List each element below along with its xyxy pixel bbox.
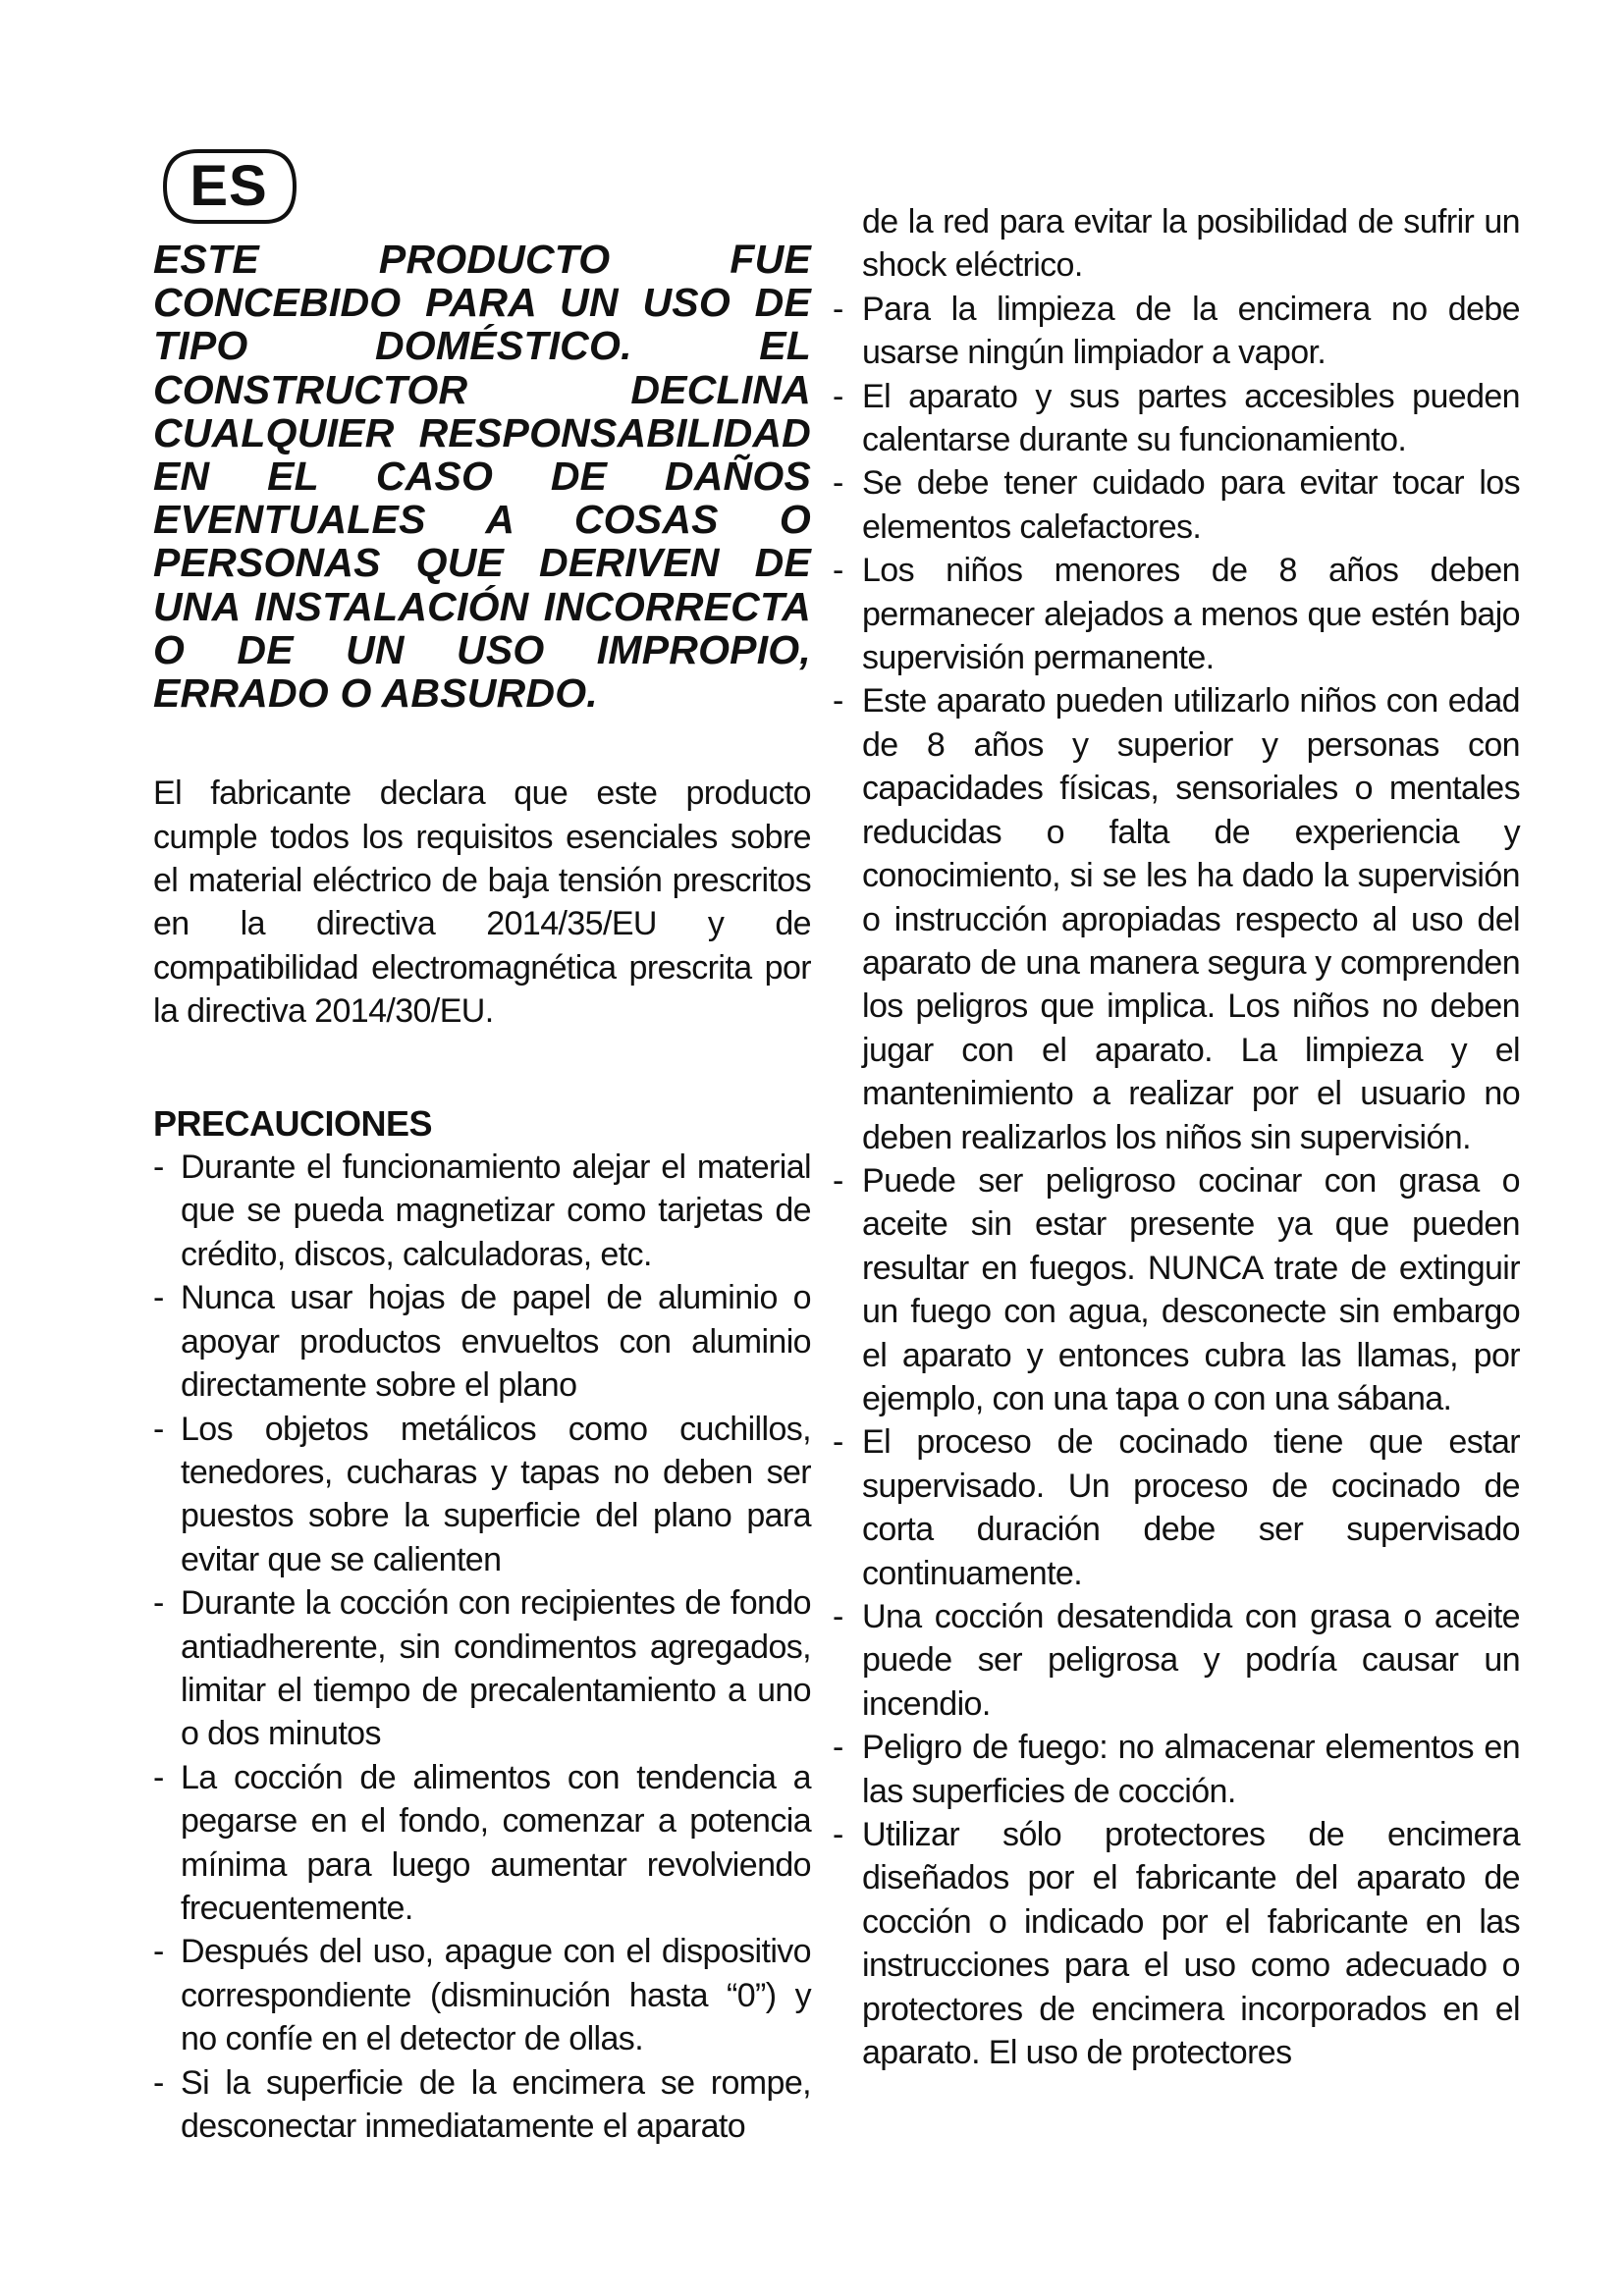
- precautions-heading: PRECAUCIONES: [153, 1102, 433, 1144]
- precaution-text: Para la limpieza de la encimera no debe usarse ningún limpiador a vapor.: [862, 290, 1520, 372]
- list-dash: -: [833, 1423, 843, 1462]
- precaution-item: [153, 1408, 811, 1582]
- precaution-continuation: de la red para evitar la posibilidad de sufrir un shock eléctrico.: [862, 203, 1520, 285]
- compliance-declaration: El fabricante declara que este producto cumple todos los requisitos esenciales sobre el material eléctrico de baja tensión prescritos en la directiva 2014/35/EU y de compatibilidad electromagnética prescrita por la directiva 2014/30/EU.: [153, 774, 811, 1031]
- precautions-list-right: [833, 288, 1520, 2075]
- precautions-list-left: [153, 1146, 811, 2148]
- precaution-item: [833, 375, 1520, 462]
- precaution-item: [833, 1159, 1520, 1420]
- right-column: [833, 200, 1520, 2074]
- precaution-item: [153, 1581, 811, 1756]
- precaution-item: [153, 2061, 811, 2149]
- precaution-item: [833, 1813, 1520, 2074]
- list-dash: -: [833, 1816, 843, 1854]
- list-dash: -: [153, 1758, 164, 1796]
- precaution-text: Utilizar sólo protectores de encimera diseñados por el fabricante del aparato de cocción o indicado por el fabricante en las instrucciones para el uso como adecuado o protectores de encimera incorporados en el aparato. El uso de protectores: [862, 1816, 1520, 2072]
- precaution-text: Si la superficie de la encimera se rompe, desconectar inmediatamente el aparato: [181, 2063, 811, 2146]
- precaution-item: [833, 1595, 1520, 1726]
- list-dash: -: [833, 1161, 843, 1200]
- precaution-text: Puede ser peligroso cocinar con grasa o aceite sin estar presente ya que pueden resultar en fuegos. NUNCA trate de extinguir un fuego con agua, desconecte sin embargo el aparato y entonces cubra las llamas, por ejemplo, con una tapa o con una sábana.: [862, 1161, 1520, 1417]
- precaution-item: [153, 1146, 811, 1276]
- list-dash: -: [153, 2063, 164, 2102]
- list-dash: -: [833, 1729, 843, 1767]
- language-code: ES: [189, 154, 268, 218]
- list-dash: -: [833, 552, 843, 590]
- list-dash: -: [833, 1598, 843, 1635]
- precaution-text: Durante la cocción con recipientes de fondo antiadherente, sin condimentos agregados, limitar el tiempo de precalentamiento a uno o dos minutos: [181, 1584, 811, 1753]
- precaution-item: [833, 679, 1520, 1158]
- precaution-item: [833, 461, 1520, 549]
- precaution-text: Durante el funcionamiento alejar el material que se pueda magnetizar como tarjetas de crédito, discos, calculadoras, etc.: [181, 1148, 811, 1273]
- list-dash: -: [833, 682, 843, 721]
- precaution-item: [153, 1276, 811, 1407]
- precaution-text: Los niños menores de 8 años deben permanecer alejados a menos que estén bajo supervisión permanente.: [862, 552, 1520, 677]
- precaution-item: [153, 1930, 811, 2060]
- precaution-text: El proceso de cocinado tiene que estar supervisado. Un proceso de cocinado de corta duración debe ser supervisado continuamente.: [862, 1423, 1520, 1592]
- list-dash: -: [153, 1279, 164, 1317]
- list-dash: -: [153, 1148, 164, 1187]
- precaution-text: Peligro de fuego: no almacenar elementos en las superficies de cocción.: [862, 1729, 1520, 1810]
- left-column: [153, 238, 811, 2148]
- language-badge: [159, 145, 298, 228]
- list-dash: -: [153, 1410, 164, 1448]
- precaution-text: Nunca usar hojas de papel de aluminio o apoyar productos envueltos con aluminio directamente sobre el plano: [181, 1279, 811, 1405]
- precaution-text: Una cocción desatendida con grasa o aceite puede ser peligrosa y podría causar un incendio.: [862, 1598, 1520, 1723]
- list-dash: -: [833, 464, 843, 503]
- list-dash: -: [153, 1584, 164, 1623]
- liability-warning: ESTE PRODUCTO FUE CONCEBIDO PARA UN USO DE TIPO DOMÉSTICO. EL CONSTRUCTOR DECLINA CUALQUIER RESPONSABILIDAD EN EL CASO DE DAÑOS EVENTUALES A COSAS O PERSONAS QUE DERIVEN DE UNA INSTALACIÓN INCORRECTA O DE UN USO IMPROPIO, ERRADO O ABSURDO.: [153, 237, 811, 717]
- precaution-item: [833, 1726, 1520, 1813]
- precaution-text: La cocción de alimentos con tendencia a pegarse en el fondo, comenzar a potencia mínima para luego aumentar revolviendo frecuentemente.: [181, 1758, 811, 1927]
- precaution-text: Se debe tener cuidado para evitar tocar los elementos calefactores.: [862, 464, 1520, 546]
- precaution-item: [833, 288, 1520, 375]
- precaution-item: [153, 1756, 811, 1931]
- precaution-text: Los objetos metálicos como cuchillos, tenedores, cucharas y tapas no deben ser puestos sobre la superficie del plano para evitar que se calienten: [181, 1410, 811, 1578]
- precaution-item: [833, 1420, 1520, 1595]
- precaution-text: Después del uso, apague con el dispositivo correspondiente (disminución hasta “0”) y no confíe en el detector de ollas.: [181, 1933, 811, 2058]
- list-dash: -: [153, 1933, 164, 1971]
- list-dash: -: [833, 377, 843, 415]
- precaution-item: [833, 549, 1520, 679]
- precaution-text: El aparato y sus partes accesibles pueden calentarse durante su funcionamiento.: [862, 377, 1520, 459]
- list-dash: -: [833, 290, 843, 328]
- precaution-text: Este aparato pueden utilizarlo niños con edad de 8 años y superior y personas con capacidades físicas, sensoriales o mentales reducidas o falta de experiencia y conocimiento, si se les ha dado la supervisión o instrucción apropiadas respecto al uso del aparato de una manera segura y comprenden los peligros que implica. Los niños no deben jugar con el aparato. La limpieza y el mantenimiento a realizar por el usuario no deben realizarlos los niños sin supervisión.: [862, 682, 1520, 1156]
